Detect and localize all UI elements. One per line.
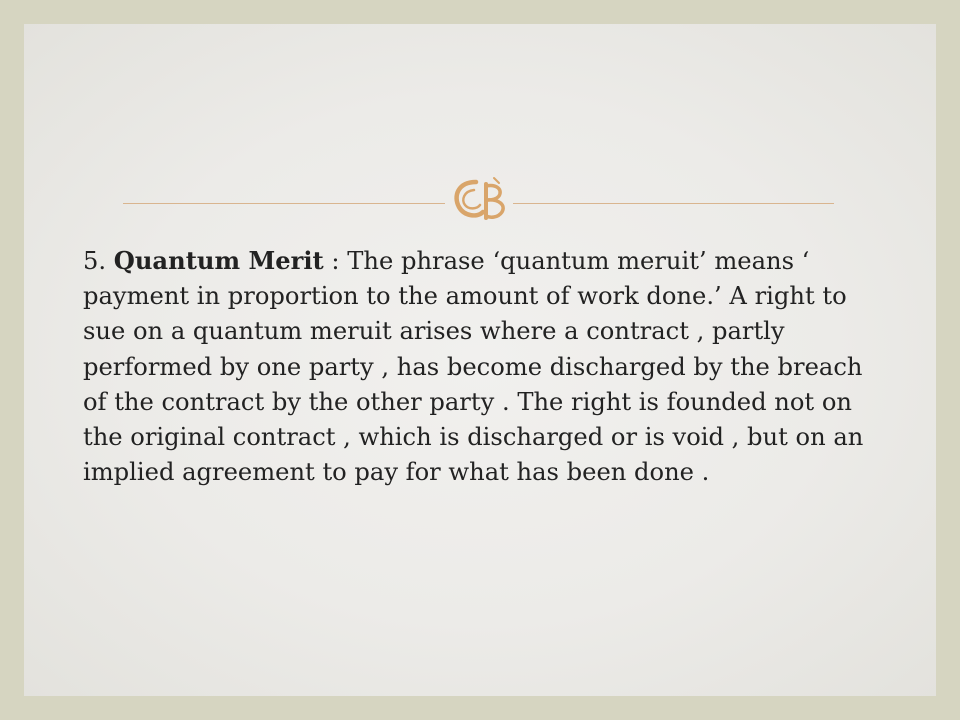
divider-right bbox=[513, 203, 834, 204]
body-paragraph bbox=[83, 243, 883, 490]
term-heading: Quantum Merit bbox=[113, 246, 324, 275]
definition-text: The phrase ‘quantum meruit’ means ‘ payment in proportion to the amount of work done.’ A right to sue on a quantum meruit arises where a contract , partly performed by one party , has become discharged by the breach of the contract by the other party . The right is founded not on the original contract , which is discharged or is void , but on an implied agreement to pay for what has been done . bbox=[83, 247, 864, 487]
term-separator: : bbox=[323, 247, 340, 275]
divider-left bbox=[123, 203, 445, 204]
ornament-quote-icon bbox=[450, 174, 510, 224]
item-number: 5. bbox=[83, 247, 107, 275]
